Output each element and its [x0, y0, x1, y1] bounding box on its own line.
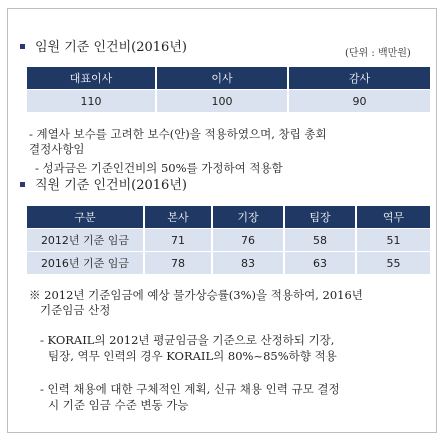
row-label: 2016년 기준 임금	[27, 252, 144, 275]
note-2: - 성과금은 기준인건비의 50%를 가정하여 적용함	[35, 161, 283, 175]
table-cell: 63	[284, 252, 356, 275]
header-station-staff: 역무	[356, 206, 430, 229]
footnote-line2: 기준임금 산정	[40, 303, 111, 317]
table-cell: 71	[144, 229, 212, 252]
header-auditor: 감사	[288, 67, 430, 90]
table-row	[27, 229, 430, 252]
staff-header-row	[27, 206, 430, 229]
bullet-2-line1: - 인력 채용에 대한 구체적인 계획, 신규 채용 인력 규모 결정	[40, 382, 340, 396]
executive-salary-table	[27, 67, 430, 112]
section2-heading-text: 직원 기준 인건비(2016년)	[35, 178, 187, 193]
table-cell: 51	[356, 229, 430, 252]
executive-header-row	[27, 67, 430, 90]
bullet-1-line1: - KORAIL의 2012년 평균임금을 기준으로 산정하되 기장,	[40, 333, 335, 347]
table-cell: 83	[212, 252, 284, 275]
note-1-line2: 결정사항임	[29, 142, 85, 156]
header-ceo: 대표이사	[27, 67, 156, 90]
executive-value-row	[27, 90, 430, 113]
staff-salary-table	[27, 206, 430, 274]
unit-label: (단위 : 백만원)	[345, 48, 411, 59]
table-cell: 78	[144, 252, 212, 275]
header-category: 구분	[27, 206, 144, 229]
row-label: 2012년 기준 임금	[27, 229, 144, 252]
header-headquarters: 본사	[144, 206, 212, 229]
note-1-line1: - 계열사 보수를 고려한 보수(안)을 적용하였으며, 창립 총회	[29, 127, 327, 141]
header-engineer: 기장	[212, 206, 284, 229]
table-row	[27, 252, 430, 275]
square-bullet-icon	[20, 44, 25, 49]
header-director: 이사	[156, 67, 288, 90]
table-cell: 55	[356, 252, 430, 275]
table-cell: 58	[284, 229, 356, 252]
value-ceo: 110	[27, 90, 156, 113]
table-cell: 76	[212, 229, 284, 252]
value-director: 100	[156, 90, 288, 113]
section1-heading	[20, 36, 187, 55]
header-team-leader: 팀장	[284, 206, 356, 229]
footnote-line1: ※ 2012년 기준임금에 예상 물가상승률(3%)을 적용하여, 2016년	[29, 288, 363, 302]
section2-heading	[20, 174, 187, 193]
section1-heading-text: 임원 기준 인건비(2016년)	[35, 40, 187, 55]
bullet-1-line2: 팀장, 역무 인력의 경우 KORAIL의 80%~85%하향 적용	[48, 349, 337, 363]
square-bullet-icon	[20, 182, 25, 187]
bullet-2-line2: 시 기준 임금 수준 변동 가능	[48, 398, 189, 412]
value-auditor: 90	[288, 90, 430, 113]
